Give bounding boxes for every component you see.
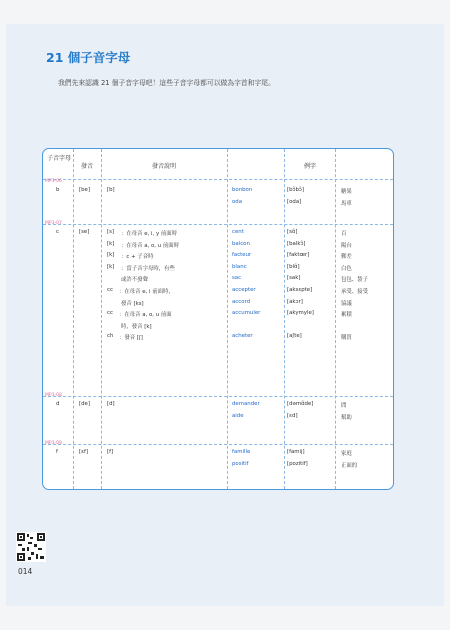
- consonant-letter: f: [56, 449, 58, 455]
- consonant-letter: c: [56, 229, 59, 235]
- example-word: accumuler: [232, 310, 261, 317]
- example-phonetic: [aksɛpte]: [287, 287, 313, 293]
- row-divider: [43, 396, 393, 397]
- example-word: oda: [232, 198, 243, 205]
- example-word: positif: [232, 460, 249, 467]
- sound-note: ：在母音 a, o, u 前面: [119, 312, 172, 319]
- letter-pronunciation: [de]: [79, 401, 90, 407]
- sound-note: 發音 [ks]: [121, 300, 144, 307]
- consonant-letter: d: [56, 401, 60, 407]
- page-title: 21 個子音字母: [46, 50, 131, 65]
- sound-symbol: cc: [107, 310, 113, 317]
- sound-note: 時，發音 [k]: [121, 323, 152, 330]
- sound-symbol: cc: [107, 287, 113, 293]
- example-word: demander: [232, 401, 260, 407]
- example-word: sac: [232, 275, 242, 282]
- audio-track-label: MP3-07: [45, 221, 62, 226]
- example-meaning: 家庭: [341, 451, 352, 457]
- sound-symbol: [k]: [107, 240, 115, 247]
- example-phonetic: [pozitif]: [287, 460, 308, 467]
- sound-note: ：在母音 e, i 前面時，: [119, 289, 174, 295]
- example-phonetic: [ɛd]: [287, 412, 298, 419]
- audio-track-label: MP3-08: [45, 393, 62, 398]
- example-meaning: 正面的: [341, 462, 358, 469]
- example-phonetic: [bɔ̃bɔ̃]: [287, 187, 304, 193]
- example-word: cent: [232, 229, 244, 235]
- example-meaning: 糖果: [341, 189, 352, 195]
- example-word: bonbon: [232, 187, 253, 193]
- sound-symbol: [b]: [107, 187, 115, 193]
- example-meaning: 購買: [341, 335, 352, 342]
- col-divider: [73, 149, 74, 489]
- col-divider: [227, 149, 228, 489]
- example-phonetic: [akɔr]: [287, 298, 303, 305]
- col-divider: [284, 149, 285, 489]
- example-word: accord: [232, 298, 251, 305]
- example-phonetic: [dəmɑ̃de]: [287, 401, 314, 407]
- example-word: facteur: [232, 252, 252, 259]
- letter-pronunciation: [ɛf]: [79, 449, 89, 455]
- example-meaning: 百: [341, 231, 347, 237]
- example-meaning: 問: [341, 403, 347, 409]
- letter-pronunciation: [se]: [79, 229, 90, 235]
- col-divider: [101, 149, 102, 489]
- example-phonetic: [akymyle]: [287, 310, 314, 317]
- example-word: aide: [232, 412, 244, 419]
- example-meaning: 馬車: [341, 200, 352, 207]
- row-divider: [43, 224, 393, 225]
- example-meaning: 包包、袋子: [341, 277, 368, 284]
- sound-symbol: [s]: [107, 229, 115, 235]
- example-meaning: 累積: [341, 312, 352, 319]
- sound-note: ：發音 [ʃ]: [119, 335, 143, 342]
- header-divider: [43, 179, 393, 180]
- consonant-table: [42, 148, 394, 490]
- example-word: accepter: [232, 287, 256, 293]
- example-word: blanc: [232, 263, 247, 270]
- intro-paragraph: 我們先來認識 21 個子音字母吧！這些子音字母都可以做為字首和字尾。: [58, 79, 275, 87]
- row-divider: [43, 444, 393, 445]
- audio-track-label: MP3-06: [45, 179, 62, 184]
- example-word: balcon: [232, 240, 250, 247]
- sound-note: ：當子音字母時，有些: [121, 265, 175, 272]
- example-meaning: 陽台: [341, 242, 352, 249]
- sound-note: ：在母音 e, i, y 前面時: [121, 231, 178, 237]
- header-explanation: 發音說明: [151, 163, 176, 170]
- col-divider: [335, 149, 336, 489]
- example-word: acheter: [232, 333, 253, 340]
- letter-pronunciation: [be]: [79, 187, 90, 193]
- example-meaning: 幫助: [341, 414, 352, 421]
- header-letter: 子音字母: [46, 155, 71, 162]
- example-meaning: 白色: [341, 265, 352, 272]
- example-phonetic: [aʃte]: [287, 333, 302, 340]
- sound-symbol: [k]: [107, 263, 115, 270]
- example-phonetic: [faktœr]: [287, 252, 310, 259]
- sound-symbol: [k]: [107, 252, 115, 259]
- example-phonetic: [balkɔ̃]: [287, 240, 306, 247]
- sound-symbol: ch: [107, 333, 114, 340]
- audio-track-label: MP3-09: [45, 441, 62, 446]
- sound-note: 或許不發聲: [121, 277, 148, 284]
- consonant-letter: b: [56, 187, 60, 193]
- header-pronunciation: 發音: [80, 163, 93, 170]
- example-phonetic: [sak]: [287, 275, 301, 282]
- header-examples: 例字: [303, 163, 316, 170]
- sound-symbol: [d]: [107, 401, 115, 407]
- page-number: 014: [18, 567, 33, 576]
- sound-symbol: [f]: [107, 449, 114, 455]
- example-word: famille: [232, 449, 251, 455]
- sound-note: ：在母音 a, o, u 前面時: [121, 242, 180, 249]
- example-meaning: 承受、接受: [341, 289, 368, 295]
- example-phonetic: [blɑ̃]: [287, 263, 300, 270]
- qr-code-icon: [16, 532, 46, 562]
- example-phonetic: [famij]: [287, 449, 305, 455]
- example-phonetic: [sɑ̃]: [287, 229, 298, 235]
- sound-note: ：c + 子音時: [121, 254, 154, 261]
- example-phonetic: [oda]: [287, 198, 302, 205]
- example-meaning: 協議: [341, 300, 352, 307]
- example-meaning: 郵差: [341, 254, 352, 261]
